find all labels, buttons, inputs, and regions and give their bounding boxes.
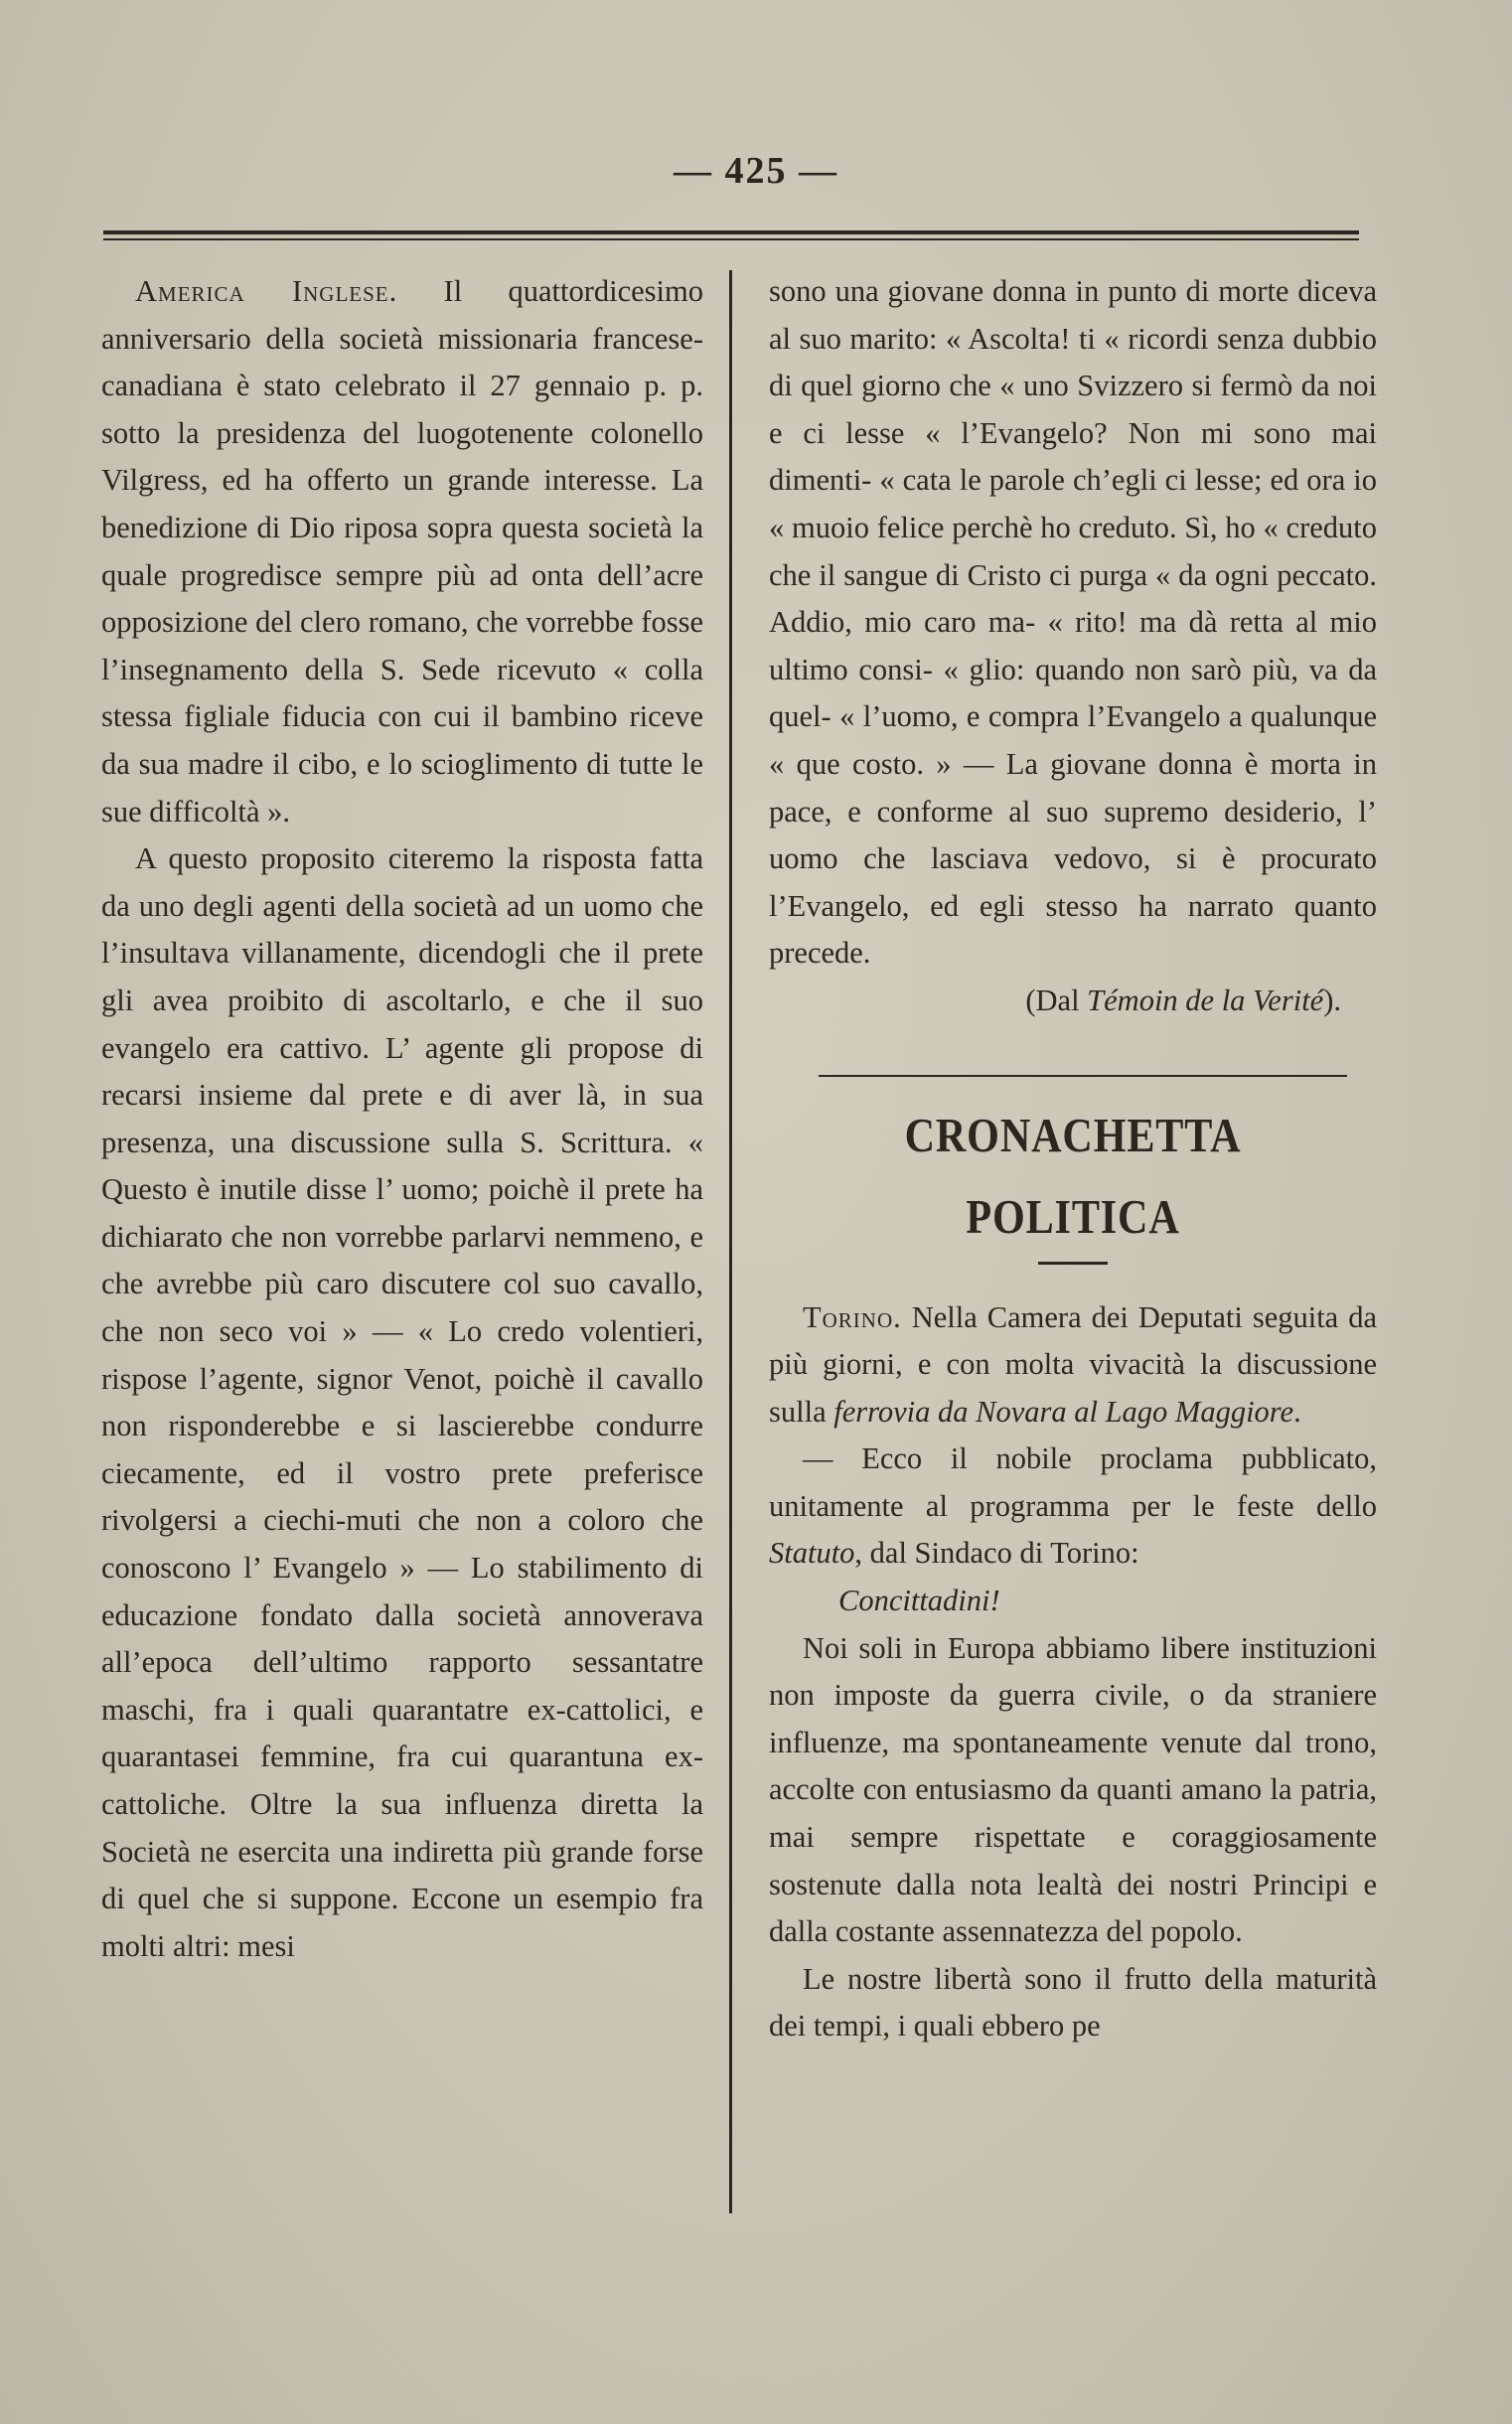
title-underline [1038, 1262, 1108, 1265]
italic-text: Statuto [769, 1536, 855, 1571]
paragraph-text: Noi soli in Europa abbiamo libere instituzioni non imposte da guerra civile, o da straniere influenze, ma spontaneamente venute dal trono, accolte con entusiasmo da quanti amano la patria, mai sempre rispettate e coraggiosamente sostenute dalla nota lealtà dei nostri Principi e dalla costante assennatezza del popolo. [769, 1630, 1377, 1949]
credit-source: Témoin de la Verité [1087, 983, 1324, 1017]
credit-suffix: ). [1323, 983, 1341, 1017]
paragraph-torino [769, 1294, 1377, 1437]
paragraph-america-inglese [101, 268, 703, 835]
page-number: — 425 — [674, 150, 838, 192]
credit-prefix: (Dal [1025, 983, 1088, 1017]
header-rule [103, 230, 1359, 240]
salutation: Concittadini! [838, 1584, 1000, 1618]
column-divider [729, 270, 732, 2213]
paragraph-text: Il quattordicesimo anniversario della società missionaria francese-canadiana è stato celebrato il 27 gennaio p. p. sotto la presidenza del luogotenente colonello Vilgress, ed ha offerto un grande interesse. La benedizione di Dio riposa sopra questa società la quale progredisce sempre più ad onta dell’acre opposizione del clero romano, che vorrebbe fosse l’insegnamento della S. Sede ricevuto « colla stessa figliale fiducia con cui il bambino riceve da sua madre il cibo, e lo scioglimento di tutte le sue difficoltà ». [101, 274, 703, 829]
paragraph-text: . [1293, 1394, 1301, 1429]
paragraph-text: A questo proposito citeremo la risposta fatta da uno degli agenti della società ad un uomo che l’insultava villanamente, dicendogli che il prete gli avea proibito di ascoltarlo, e che il suo evangelo era cattivo. L’ agente gli propose di recarsi insieme dal prete e di aver là, in sua presenza, una discussione sulla S. Scrittura. « Questo è inutile disse l’ uomo; poichè il prete ha dichiarato che non vorrebbe parlarvi nemmeno, e che avrebbe più caro discutere col suo cavallo, che non seco voi » — « Lo credo volentieri, rispose l’agente, signor Venot, poichè il cavallo non risponderebbe e si lascierebbe condurre ciecamente, ed il vostro prete preferisce rivolgersi a ciechi-muti che non a coloro che conoscono l’ Evangelo » — Lo stabilimento di educazione fondato dalla società annoverava all’epoca dell’ultimo rapporto sessantatre maschi, fra i quali quarantatre ex-cattolici, e quarantasei femmine, fra cui quarantuna ex-cattoliche. Oltre la sua influenza diretta la Società ne esercita una indiretta più grande forse di quel che si suppone. Eccone un esempio fra molti altri: mesi [101, 841, 703, 1963]
source-credit [769, 978, 1377, 1025]
section-title: CRONACHETTA POLITICA [904, 1107, 1242, 1244]
paragraph-text: , dal Sindaco di Torino: [854, 1536, 1139, 1571]
paragraph-text: Nella Camera dei Deputati seguita da più giorni, e con molta vivacità la discussione sulla [769, 1299, 1377, 1429]
section-divider [819, 1075, 1347, 1077]
paragraph-text: sono una giovane donna in punto di morte diceva al suo marito: « Ascolta! ti « ricordi senza dubbio di quel giorno che « uno Svizzero si fermò da noi e ci lesse « l’Evangelo? Non mi sono mai dimenti- « cata le parole ch’egli ci lesse; ed ora io « muoio felice perchè ho creduto. Sì, ho « creduto che il sangue di Cristo ci purga « da ogni peccato. Addio, mio caro ma- « rito! ma dà retta al mio ultimo consi- « glio: quando non sarò più, va da quel- « l’uomo, e compra l’Evangelo a qualunque « que costo. » — La giovane donna è morta in pace, e conforme al suo supremo desiderio, l’ uomo che lasciava vedovo, si è procurato l’Evangelo, ed egli stesso ha narrato quanto precede. [769, 274, 1377, 971]
paragraph-text: Le nostre libertà sono il frutto della maturità dei tempi, i quali ebbero pe [769, 1961, 1377, 2044]
paragraph-text: — Ecco il nobile proclama pubblicato, unitamente al programma per le feste dello [769, 1441, 1377, 1523]
left-column [101, 268, 703, 1970]
paragraph-proclama [769, 1436, 1377, 1578]
paragraph-lead: America Inglese. [135, 274, 398, 308]
right-column [769, 268, 1377, 2050]
paragraph-lead: Torino. [803, 1299, 902, 1334]
italic-text: ferrovia da Novara al Lago Maggiore [833, 1394, 1294, 1429]
